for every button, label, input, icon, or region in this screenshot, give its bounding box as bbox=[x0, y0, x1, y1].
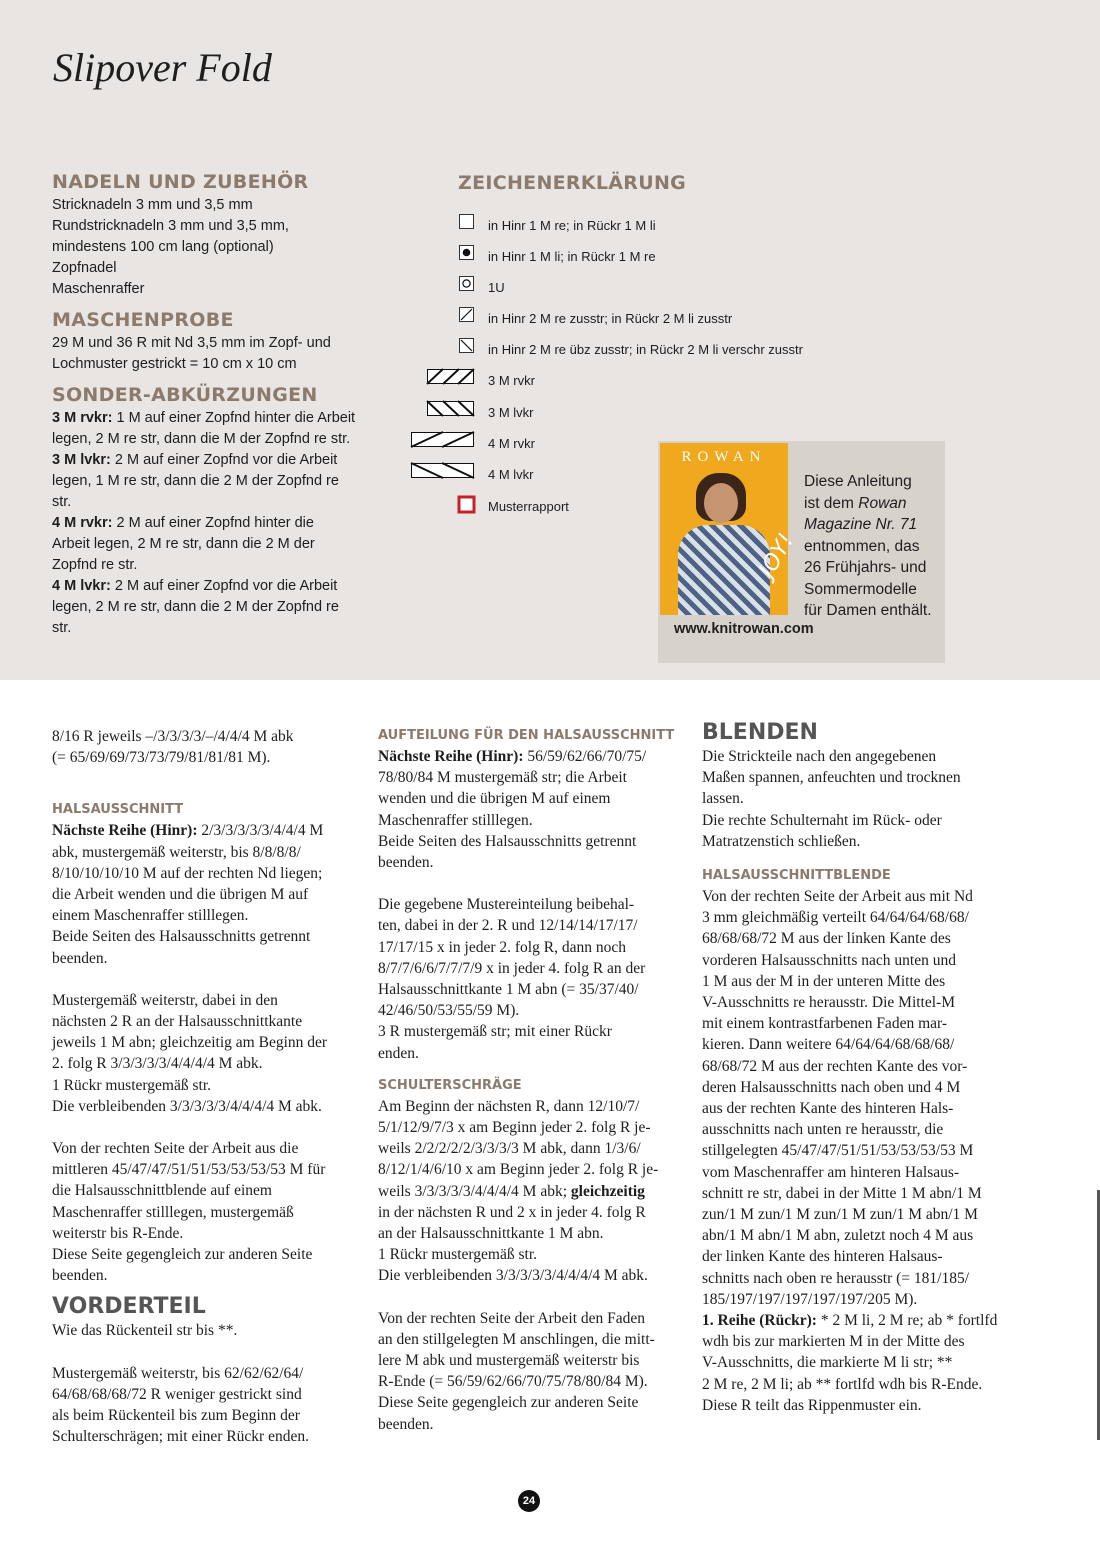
abbreviations-heading: SONDER-ABKÜRZUNGEN bbox=[52, 384, 318, 406]
abbreviation-line: Arbeit legen, 2 M re str, dann die 2 M der bbox=[52, 536, 315, 552]
cable-4-right-icon bbox=[411, 432, 475, 451]
legend-item: 4 M lvkr bbox=[400, 463, 840, 485]
abbreviation-entry: 3 M lvkr: 2 M auf einer Zopfnd vor die Arbeit bbox=[52, 452, 338, 468]
red-square-icon bbox=[457, 495, 477, 518]
magazine-cover-image bbox=[660, 443, 800, 615]
needles-item: Zopfnadel bbox=[52, 260, 117, 276]
body-column-3: BLENDEN Die Strickteile nach den angegebenen Maßen spannen, anfeuchten und trocknen lassen. Die rechte Schulternaht im Rück- oder Matratzenstich schließen. HALSAUSSCHNITTBLENDE Von der rechten Seite der Arbeit aus mit Nd 3 mm gleichmäßig verteilt 64/64/64/68/68/ 68/68/68/72 M aus der linken Kante des vorderen Halsausschnitts nach unten und 1 M aus der M in der unteren Mitte des V-Ausschnitts re herausstr. Die Mittel-M mit einem kontrastfarbenen Faden mar- kieren. Dann weitere 64/64/64/68/68/68/ 68/68/72 M aus der rechten Kante des vor- deren Halsausschnitts nach oben und 4 M aus der rechten Kante des hinteren Hals- ausschnitts nach unten re herausstr, die stillgelegten 45/47/47/51/51/53/53/53/53 M vom Maschenraffer am hinteren Halsaus- schnitt re str, dabei in der Mitte 1 M abn/1 M zun/1 M zun/1 M zun/1 M zun/1 M abn/1 M abn/1 M abn/1 M abn, zuletzt noch 4 M aus der linken Kante des hinteren Halsaus- schnitts nach oben re herausstr (= 181/185/ 185/197/197/197/197/197/205 M). 1. Reihe (Rückr): * 2 M li, 2 M re; ab * fortlfd wdh bis zur markierten M in der Mitte des V-Ausschnitts, die markierte M li str; ** 2 M re, 2 M li; ab ** fortlfd wdh bis R-Ende. Diese R teilt das Rippenmuster ein. bbox=[702, 720, 1002, 1416]
legend-item: in Hinr 1 M li; in Rückr 1 M re bbox=[400, 245, 840, 267]
website-link[interactable]: www.knitrowan.com bbox=[674, 621, 814, 637]
neckband-heading: HALSAUSSCHNITTBLENDE bbox=[702, 868, 891, 884]
magazine-promo bbox=[658, 441, 945, 663]
legend-item: in Hinr 2 M re zusstr; in Rückr 2 M li zusstr bbox=[400, 307, 840, 329]
slash-left-square-icon bbox=[459, 338, 475, 357]
abbreviation-entry: 4 M rvkr: 2 M auf einer Zopfnd hinter die bbox=[52, 515, 314, 531]
abbreviation-line: str. bbox=[52, 620, 72, 636]
legend-item: 4 M rvkr bbox=[400, 432, 840, 454]
materials-column bbox=[52, 172, 362, 639]
cable-4-left-icon bbox=[411, 463, 475, 482]
needles-item: Maschenraffer bbox=[52, 281, 145, 297]
needles-item: Stricknadeln 3 mm und 3,5 mm bbox=[52, 197, 253, 213]
circle-square-icon bbox=[459, 276, 475, 295]
needles-item: mindestens 100 cm lang (optional) bbox=[52, 239, 274, 255]
abbreviation-entry: 4 M lvkr: 2 M auf einer Zopfnd vor die Arbeit bbox=[52, 578, 338, 594]
legend-item: in Hinr 2 M re übz zusstr; in Rückr 2 M li verschr zusstr bbox=[400, 338, 840, 360]
front-heading: VORDERTEIL bbox=[52, 1294, 206, 1320]
page-title: Slipover Fold bbox=[53, 45, 272, 90]
body-column-1: 8/16 R jeweils –/3/3/3/3/–/4/4/4 M abk (= 65/69/69/73/73/79/81/81/81 M). HALSAUSSCHNITT Nächste Reihe (Hinr): 2/3/3/3/3/3/4/4/4 M abk, mustergemäß weiterstr, bis 8/8/8/8/ 8/10/10/10/10 M auf der rechten Nd liegen; die Arbeit wenden und die übrigen M auf einem Maschenraffer stilllegen. Beide Seiten des Halsausschnitts getrennt beenden. Mustergemäß weiterstr, dabei in den nächsten 2 R an der Halsausschnittkante jeweils 1 M abn; gleichzeitig am Beginn der 2. folg R 3/3/3/3/3/4/4/4/4 M abk. 1 Rückr mustergemäß str. Die verbleibenden 3/3/3/3/3/4/4/4/4 M abk. Von der rechten Seite der Arbeit aus die mittleren 45/47/47/51/51/53/53/53/53 M für die Halsausschnittblende auf einem Maschenraffer stilllegen, mustergemäß weiterstr bis R-Ende. Diese Seite gegengleich zur anderen Seite beenden. VORDERTEIL Wie das Rückenteil str bis **. Mustergemäß weiterstr, bis 62/62/62/64/ 64/68/68/68/72 R weniger gestrickt sind als beim Rückenteil bis zum Beginn der Schulterschrägen; mit einer Rückr enden. bbox=[52, 726, 352, 1447]
abbreviation-line: str. bbox=[52, 494, 72, 510]
legend-item: 1U bbox=[400, 276, 840, 298]
legend-item: 3 M rvkr bbox=[400, 369, 840, 391]
promo-text: Diese Anleitung ist dem Rowan Magazine Nr. 71 entnommen, das 26 Frühjahrs- und Sommermodelle für Damen enthält. bbox=[804, 473, 932, 619]
cable-3-right-icon bbox=[427, 369, 475, 388]
gauge-line: 29 M und 36 R mit Nd 3,5 mm im Zopf- und bbox=[52, 335, 331, 351]
legend-heading: ZEICHENERKLÄRUNG bbox=[458, 172, 687, 194]
slash-right-square-icon bbox=[459, 307, 475, 326]
cover-tag: JOY! bbox=[754, 529, 800, 582]
gauge-heading: MASCHENPROBE bbox=[52, 309, 234, 331]
legend-item: Musterrapport bbox=[400, 495, 840, 517]
legend-item: in Hinr 1 M re; in Rückr 1 M li bbox=[400, 214, 840, 236]
abbreviation-line: legen, 2 M re str, dann die 2 M der Zopfnd re bbox=[52, 599, 339, 615]
legend-item: 3 M lvkr bbox=[400, 401, 840, 423]
needles-heading: NADELN UND ZUBEHÖR bbox=[52, 171, 309, 193]
neckline-heading: HALSAUSSCHNITT bbox=[52, 802, 184, 818]
bands-heading: BLENDEN bbox=[702, 720, 818, 745]
abbreviation-entry: 3 M rvkr: 1 M auf einer Zopfnd hinter die Arbeit bbox=[52, 410, 356, 426]
gauge-line: Lochmuster gestrickt = 10 cm x 10 cm bbox=[52, 356, 297, 372]
cover-brand: ROWAN bbox=[681, 449, 767, 465]
body-column-2: AUFTEILUNG FÜR DEN HALSAUSSCHNITT Nächste Reihe (Hinr): 56/59/62/66/70/75/ 78/80/84 M mustergemäß str; die Arbeit wenden und die übrigen M auf einem Maschenraffer stilllegen. Beide Seiten des Halsausschnitts getrennt beenden. Die gegebene Mustereinteilung beibehal- ten, dabei in der 2. R und 12/14/14/17/17/ 17/17/15 x in jeder 2. folg R, dann noch 8/7/7/6/6/7/7/7/9 x in jeder 4. folg R an der Halsausschnittkante 1 M abn (= 35/37/40/ 42/46/50/53/55/59 M). 3 R mustergemäß str; mit einer Rückr enden. SCHULTERSCHRÄGE Am Beginn der nächsten R, dann 12/10/7/ 5/1/12/9/7/3 x am Beginn jeder 2. folg R je- weils 2/2/2/2/2/3/3/3/3 M abk, dann 1/3/6/ 8/12/1/4/6/10 x am Beginn jeder 2. folg R je- weils 3/3/3/3/3/4/4/4/4 M abk; gleichzeitig in der nächsten R und 2 x in jeder 4. folg R an der Halsausschnittkante 1 M abn. 1 Rückr mustergemäß str. Die verbleibenden 3/3/3/3/3/4/4/4/4 M abk. Von der rechten Seite der Arbeit den Faden an den stillgelegten M anschlingen, die mitt- lere M abk und mustergemäß weiterstr bis R-Ende (= 56/59/62/66/70/75/78/80/84 M). Diese Seite gegengleich zur anderen Seite beenden. bbox=[378, 726, 678, 1435]
cable-3-left-icon bbox=[427, 401, 475, 420]
neck-split-heading: AUFTEILUNG FÜR DEN HALSAUSSCHNITT bbox=[378, 728, 675, 743]
dot-square-icon bbox=[459, 245, 475, 264]
abbreviation-line: legen, 1 M re str, dann die 2 M der Zopfnd re bbox=[52, 473, 339, 489]
abbreviation-line: Zopfnd re str. bbox=[52, 557, 138, 573]
needles-item: Rundstricknadeln 3 mm und 3,5 mm, bbox=[52, 218, 289, 234]
page-number: 24 bbox=[518, 1490, 540, 1512]
shoulder-heading: SCHULTERSCHRÄGE bbox=[378, 1077, 522, 1093]
abbreviation-line: legen, 2 M re str, dann die M der Zopfnd re str. bbox=[52, 431, 351, 447]
